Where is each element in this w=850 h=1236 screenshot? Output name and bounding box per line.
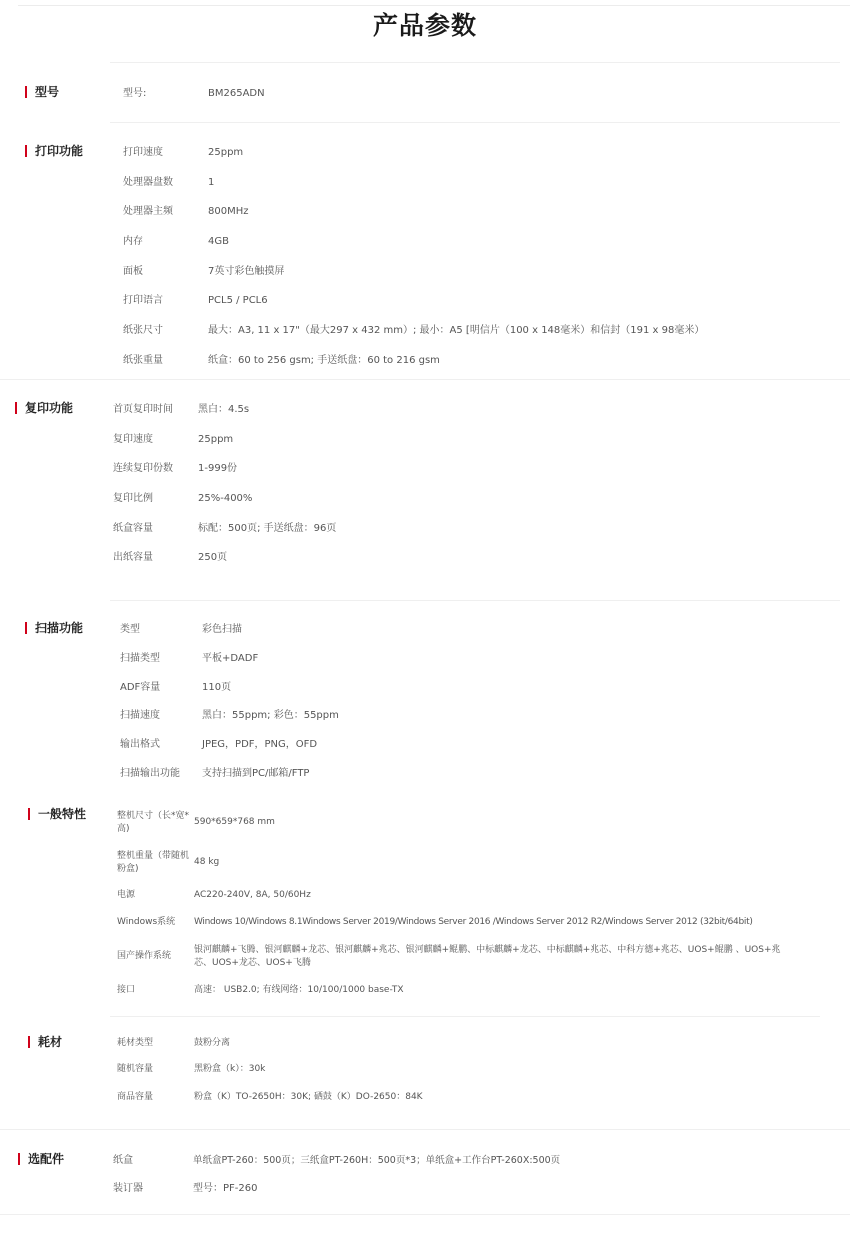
spec-value: Windows 10/Windows 8.1Windows Server 2019/Windows Server 2016 /Windows Server 2012 R2/Windows Server 2012 (32bit/64bit) [194, 917, 753, 927]
spec-label: Windows系统 [117, 917, 176, 927]
spec-label: 纸张尺寸 [123, 325, 163, 336]
spec-value: 黑粉盒（k）：30k [194, 1064, 266, 1074]
spec-value: 标配：500页; 手送纸盘：96页 [198, 523, 337, 534]
spec-value: 590*659*768 mm [194, 817, 275, 827]
spec-value: 110页 [202, 682, 232, 693]
spec-label: 商品容量 [117, 1092, 154, 1102]
section-divider [110, 122, 840, 123]
spec-label: 整机尺寸（长*宽*高) [117, 811, 190, 834]
spec-value: 最大：A3, 11 x 17"（最大297 x 432 mm）; 最小：A5 [明信片（100 x 148毫米）和信封（191 x 98毫米） [208, 325, 705, 336]
spec-value: 1 [208, 177, 215, 188]
spec-value: JPEG，PDF，PNG，OFD [202, 739, 318, 750]
section-divider [0, 379, 850, 380]
spec-label: 出纸容量 [113, 552, 153, 563]
spec-value: 彩色扫描 [202, 624, 242, 635]
spec-label: 国产操作系统 [117, 951, 172, 961]
spec-value: 800MHz [208, 206, 249, 217]
spec-label: 输出格式 [120, 739, 160, 750]
spec-value: 黑白：55ppm; 彩色：55ppm [202, 710, 339, 721]
spec-label: 复印比例 [113, 493, 153, 504]
spec-label: ADF容量 [120, 682, 161, 693]
spec-label: 纸盒 [113, 1155, 133, 1166]
spec-value: 高速： USB2.0; 有线网络：10/100/1000 base-TX [194, 985, 404, 995]
section-title-options: 选配件 [18, 1151, 64, 1167]
spec-label: 处理器主频 [123, 206, 173, 217]
section-title-consumables: 耗材 [28, 1034, 62, 1050]
spec-label: 首页复印时间 [113, 404, 173, 415]
spec-label: 耗材类型 [117, 1038, 154, 1048]
spec-value: 纸盒：60 to 256 gsm; 手送纸盘：60 to 216 gsm [208, 355, 440, 366]
spec-label: 纸盒容量 [113, 523, 153, 534]
section-divider [0, 1214, 850, 1215]
spec-value: 粉盒（K）TO-2650H：30K; 硒鼓（K）DO-2650：84K [194, 1092, 423, 1102]
page-title: 产品参数 [372, 11, 477, 40]
spec-value: AC220-240V, 8A, 50/60Hz [194, 890, 311, 900]
spec-label: 接口 [117, 985, 136, 995]
spec-label: 内存 [123, 236, 143, 247]
spec-label: 类型 [120, 624, 140, 635]
spec-label: 型号: [123, 88, 147, 99]
spec-value: 黑白：4.5s [198, 404, 250, 415]
spec-label: 处理器盘数 [123, 177, 173, 188]
spec-value: 1-999份 [198, 463, 238, 474]
section-title-model: 型号 [25, 84, 59, 100]
spec-value: PCL5 / PCL6 [208, 295, 268, 306]
spec-label: 打印速度 [123, 147, 163, 158]
spec-value: 鼓粉分离 [194, 1038, 231, 1048]
spec-value: 25ppm [198, 434, 234, 445]
section-divider [110, 600, 840, 601]
spec-label: 随机容量 [117, 1064, 154, 1074]
section-title-print: 打印功能 [25, 143, 83, 159]
spec-value: 250页 [198, 552, 228, 563]
spec-value: 型号：PF-260 [193, 1183, 258, 1194]
section-divider [110, 1016, 820, 1017]
spec-label: 扫描速度 [120, 710, 160, 721]
spec-label: 纸张重量 [123, 355, 163, 366]
spec-label: 打印语言 [123, 295, 163, 306]
spec-value: 单纸盒PT-260：500页；三纸盒PT-260H：500页*3；单纸盒+工作台PT-260X:500页 [193, 1155, 561, 1166]
spec-value: BM265ADN [208, 88, 265, 99]
spec-value: 7英寸彩色触摸屏 [208, 266, 285, 277]
spec-value: 平板+DADF [202, 653, 259, 664]
spec-value: 支持扫描到PC/邮箱/FTP [202, 768, 310, 779]
spec-value: 48 kg [194, 857, 220, 867]
spec-value: 4GB [208, 236, 229, 247]
spec-label: 复印速度 [113, 434, 153, 445]
section-title-general: 一般特性 [28, 806, 86, 822]
spec-label: 面板 [123, 266, 143, 277]
spec-value: 25%-400% [198, 493, 253, 504]
spec-label: 整机重量（带随机粉盒) [117, 851, 190, 874]
spec-value: 25ppm [208, 147, 244, 158]
section-divider [110, 62, 840, 63]
spec-value: 银河麒麟+飞腾、银河麒麟+龙芯、银河麒麟+兆芯、银河麒麟+鲲鹏、中标麒麟+龙芯、中标麒麟+兆芯、中科方德+兆芯、UOS+鲲鹏 、UOS+兆芯、UOS+龙芯、UOS+飞腾 [194, 945, 781, 968]
section-title-copy: 复印功能 [15, 400, 73, 416]
spec-label: 扫描类型 [120, 653, 160, 664]
spec-label: 电源 [117, 890, 136, 900]
section-title-scan: 扫描功能 [25, 620, 83, 636]
spec-label: 扫描输出功能 [120, 768, 180, 779]
spec-label: 装订器 [113, 1183, 143, 1194]
spec-label: 连续复印份数 [113, 463, 173, 474]
section-divider [0, 1129, 850, 1130]
